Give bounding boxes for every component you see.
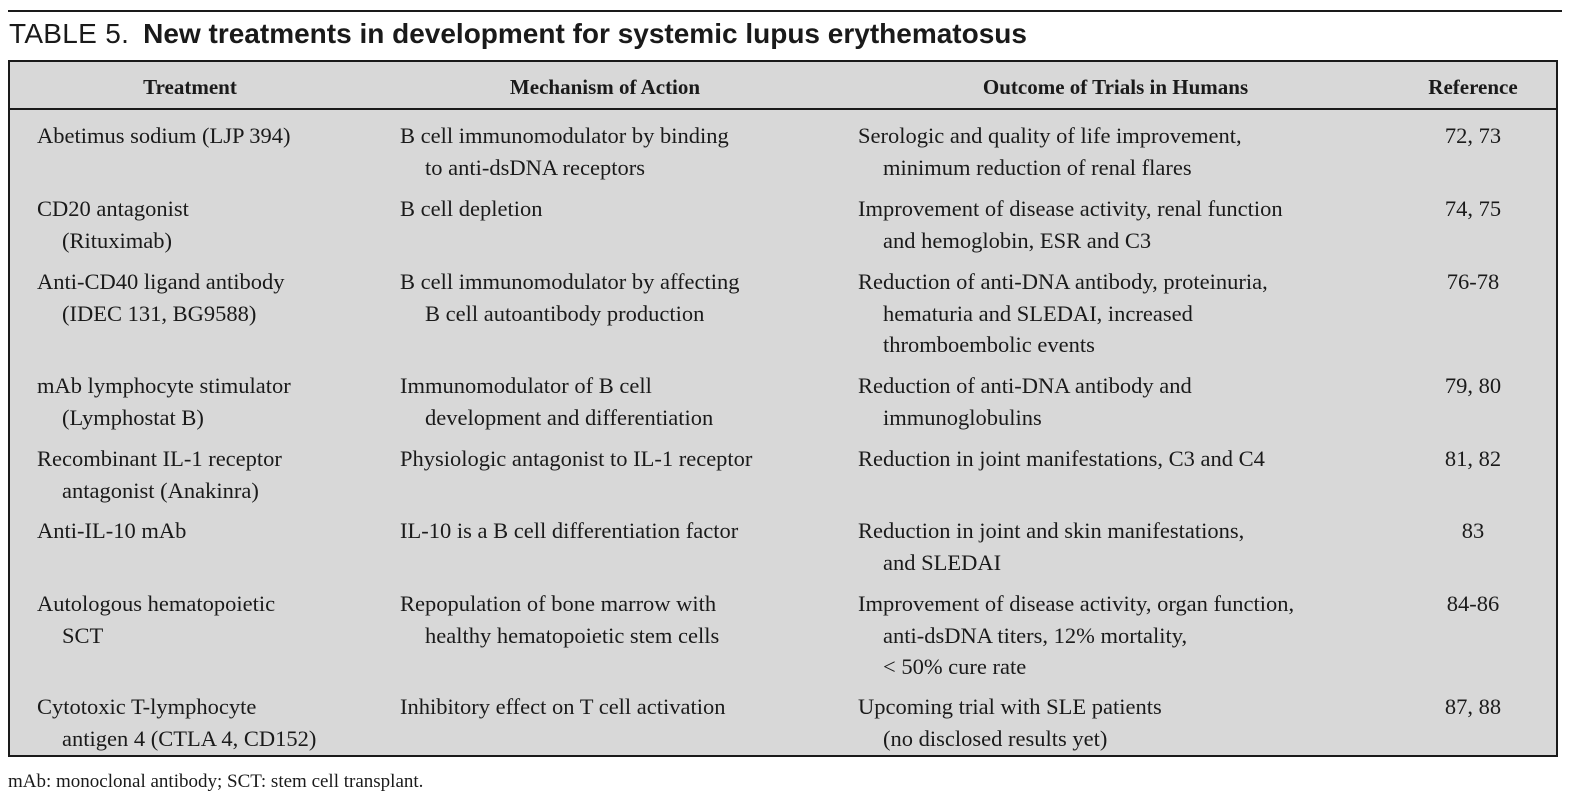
header-treatment: Treatment bbox=[143, 75, 237, 99]
outcome-cell-line: hematuria and SLEDAI, increased bbox=[883, 300, 1193, 326]
mechanism-cell-line: Repopulation of bone marrow with bbox=[400, 591, 717, 616]
mechanism-cell-line: Inhibitory effect on T cell activation bbox=[400, 694, 726, 719]
treatment-cell-line: Autologous hematopoietic bbox=[37, 591, 276, 616]
mechanism-cell-line: Immunomodulator of B cell bbox=[400, 373, 652, 398]
treatment-cell-line: CD20 antagonist bbox=[37, 196, 189, 221]
outcome-cell-line: Improvement of disease activity, organ function, bbox=[858, 591, 1295, 616]
outcome-cell-line: Serologic and quality of life improvement, bbox=[858, 123, 1242, 148]
treatment-cell-line: Abetimus sodium (LJP 394) bbox=[37, 123, 291, 148]
outcome-cell-line: Reduction of anti-DNA antibody and bbox=[858, 373, 1192, 398]
outcome-cell bbox=[858, 443, 1398, 475]
treatments-table bbox=[8, 60, 1558, 757]
reference-cell: 83 bbox=[1461, 518, 1485, 543]
mechanism-cell-line: development and differentiation bbox=[425, 404, 714, 430]
header-reference: Reference bbox=[1428, 75, 1518, 99]
mechanism-cell-line: B cell immunomodulator by affecting bbox=[400, 269, 740, 294]
outcome-cell bbox=[858, 515, 1398, 578]
outcome-cell-line: (no disclosed results yet) bbox=[883, 725, 1108, 751]
treatment-cell bbox=[37, 691, 387, 754]
treatment-cell bbox=[37, 370, 387, 433]
outcome-cell bbox=[858, 120, 1398, 183]
reference-cell: 74, 75 bbox=[1444, 196, 1502, 221]
treatment-cell-line: antigen 4 (CTLA 4, CD152) bbox=[62, 725, 317, 751]
treatment-cell-line: (IDEC 131, BG9588) bbox=[62, 300, 257, 326]
table-footnote: mAb: monoclonal antibody; SCT: stem cell transplant. bbox=[8, 771, 424, 792]
reference-cell: 76-78 bbox=[1446, 269, 1500, 294]
header-mechanism: Mechanism of Action bbox=[509, 75, 701, 99]
mechanism-cell bbox=[400, 193, 850, 225]
outcome-cell-line: Reduction of anti-DNA antibody, proteinuria, bbox=[858, 269, 1268, 294]
mechanism-cell-line: Physiologic antagonist to IL-1 receptor bbox=[400, 446, 753, 471]
mechanism-cell-line: B cell depletion bbox=[400, 196, 543, 221]
outcome-cell-line: Reduction in joint and skin manifestations, bbox=[858, 518, 1245, 543]
outcome-cell bbox=[858, 370, 1398, 433]
outcome-cell-line: < 50% cure rate bbox=[883, 654, 1027, 679]
reference-cell: 81, 82 bbox=[1444, 446, 1502, 471]
mechanism-cell-line: to anti-dsDNA receptors bbox=[425, 154, 645, 180]
outcome-cell-line: Improvement of disease activity, renal function bbox=[858, 196, 1283, 221]
mechanism-cell-line: B cell immunomodulator by binding bbox=[400, 123, 729, 148]
outcome-cell bbox=[858, 266, 1398, 361]
mechanism-cell bbox=[400, 443, 850, 475]
table-caption bbox=[9, 14, 1027, 54]
outcome-cell-line: Upcoming trial with SLE patients bbox=[858, 694, 1162, 719]
outcome-cell-line: anti-dsDNA titers, 12% mortality, bbox=[883, 622, 1188, 648]
header-outcome: Outcome of Trials in Humans bbox=[982, 75, 1249, 99]
mechanism-cell bbox=[400, 370, 850, 433]
mechanism-cell bbox=[400, 588, 850, 651]
top-rule bbox=[8, 10, 1562, 12]
table-header-row bbox=[10, 62, 1556, 110]
treatment-cell-line: antagonist (Anakinra) bbox=[62, 477, 259, 503]
outcome-cell-line: and SLEDAI bbox=[883, 549, 1002, 575]
treatment-cell bbox=[37, 443, 387, 506]
mechanism-cell bbox=[400, 266, 850, 329]
table-title: New treatments in development for systemic lupus erythematosus bbox=[143, 18, 1027, 49]
treatment-cell bbox=[37, 588, 387, 651]
mechanism-cell-line: healthy hematopoietic stem cells bbox=[425, 622, 720, 648]
outcome-cell bbox=[858, 193, 1398, 256]
treatment-cell-line: SCT bbox=[62, 622, 104, 648]
table-label: TABLE 5. bbox=[9, 18, 130, 49]
treatment-cell-line: Anti-CD40 ligand antibody bbox=[37, 269, 285, 294]
treatment-cell-line: Recombinant IL-1 receptor bbox=[37, 446, 282, 471]
treatment-cell bbox=[37, 120, 387, 152]
mechanism-cell-line: B cell autoantibody production bbox=[425, 300, 705, 326]
treatment-cell-line: (Lymphostat B) bbox=[62, 404, 204, 430]
reference-cell: 84-86 bbox=[1446, 591, 1500, 616]
treatment-cell bbox=[37, 266, 387, 329]
treatment-cell bbox=[37, 193, 387, 256]
outcome-cell-line: Reduction in joint manifestations, C3 and C4 bbox=[858, 446, 1265, 471]
outcome-cell-line: and hemoglobin, ESR and C3 bbox=[883, 227, 1152, 253]
reference-cell: 79, 80 bbox=[1444, 373, 1502, 398]
treatment-cell-line: mAb lymphocyte stimulator bbox=[37, 373, 291, 398]
outcome-cell-line: minimum reduction of renal flares bbox=[883, 154, 1192, 180]
mechanism-cell bbox=[400, 691, 850, 723]
reference-cell: 72, 73 bbox=[1444, 123, 1502, 148]
treatment-cell-line: Cytotoxic T-lymphocyte bbox=[37, 694, 257, 719]
outcome-cell bbox=[858, 691, 1398, 754]
outcome-cell bbox=[858, 588, 1398, 683]
mechanism-cell-line: IL-10 is a B cell differentiation factor bbox=[400, 518, 739, 543]
treatment-cell bbox=[37, 515, 387, 547]
mechanism-cell bbox=[400, 120, 850, 183]
treatment-cell-line: Anti-IL-10 mAb bbox=[37, 518, 187, 543]
mechanism-cell bbox=[400, 515, 850, 547]
outcome-cell-line: thromboembolic events bbox=[883, 332, 1095, 357]
reference-cell: 87, 88 bbox=[1444, 694, 1502, 719]
outcome-cell-line: immunoglobulins bbox=[883, 404, 1042, 430]
treatment-cell-line: (Rituximab) bbox=[62, 227, 172, 253]
